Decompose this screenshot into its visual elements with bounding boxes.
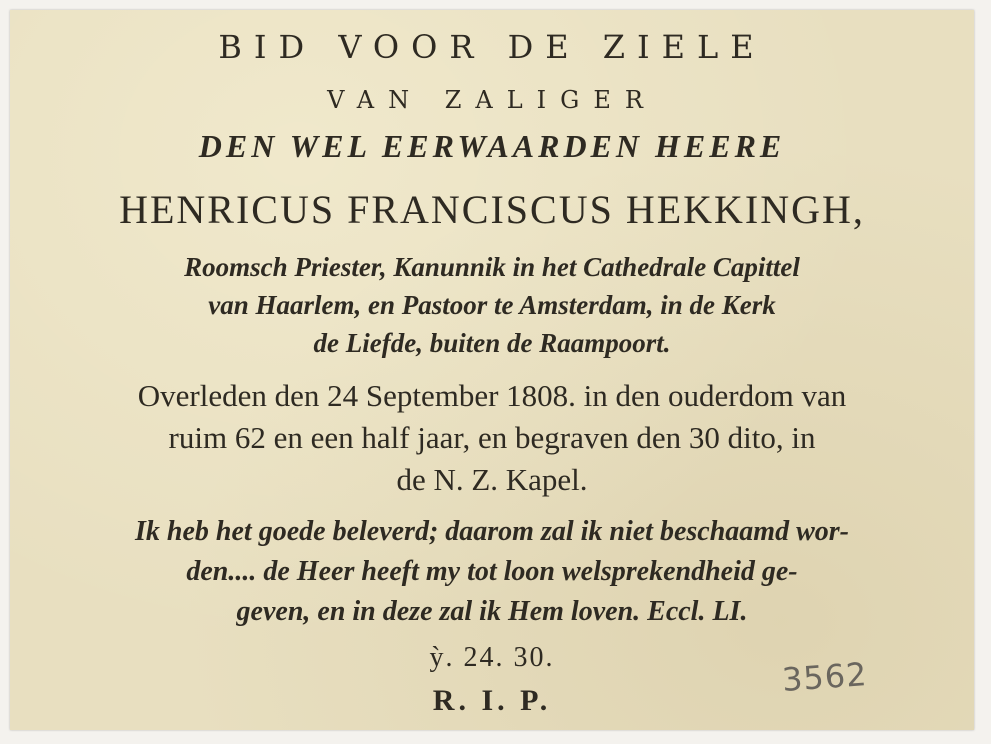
death-notice-line-3: de N. Z. Kapel. [396,462,588,497]
quote-line-3: geven, en in deze zal ik Hem loven. Eccl. LI. [236,596,748,627]
title-line-3: de Liefde, buiten de Raampoort. [313,328,671,358]
deceased-name: HENRICUS FRANCISCUS HEKKINGH, [119,187,865,232]
death-notice-line-1: Overleden den 24 September 1808. in den ouderdom van [137,378,847,413]
heading-line-3: DEN WEL EERWAARDEN HEERE [198,128,786,164]
title-line-2: van Haarlem, en Pastoor te Amsterdam, in de Kerk [208,290,776,320]
prayer-card [10,10,974,730]
quote-line-1: Ik heb het goede beleverd; daarom zal ik niet beschaamd wor- [135,516,849,547]
verse-reference: ỳ. 24. 30. [429,642,555,673]
rip-abbreviation: R. I. P. [432,684,552,717]
heading-line-1: BID VOOR DE ZIELE [218,28,766,66]
death-notice-line-2: ruim 62 en een half jaar, en begraven den 30 dito, in [168,420,816,455]
heading-line-2: VAN ZALIGER [327,86,657,114]
inventory-number: 3562 [780,655,869,699]
quote-line-2: den.... de Heer heeft my tot loon welsprekendheid ge- [186,556,798,587]
title-line-1: Roomsch Priester, Kanunnik in het Cathedrale Capittel [184,252,800,282]
